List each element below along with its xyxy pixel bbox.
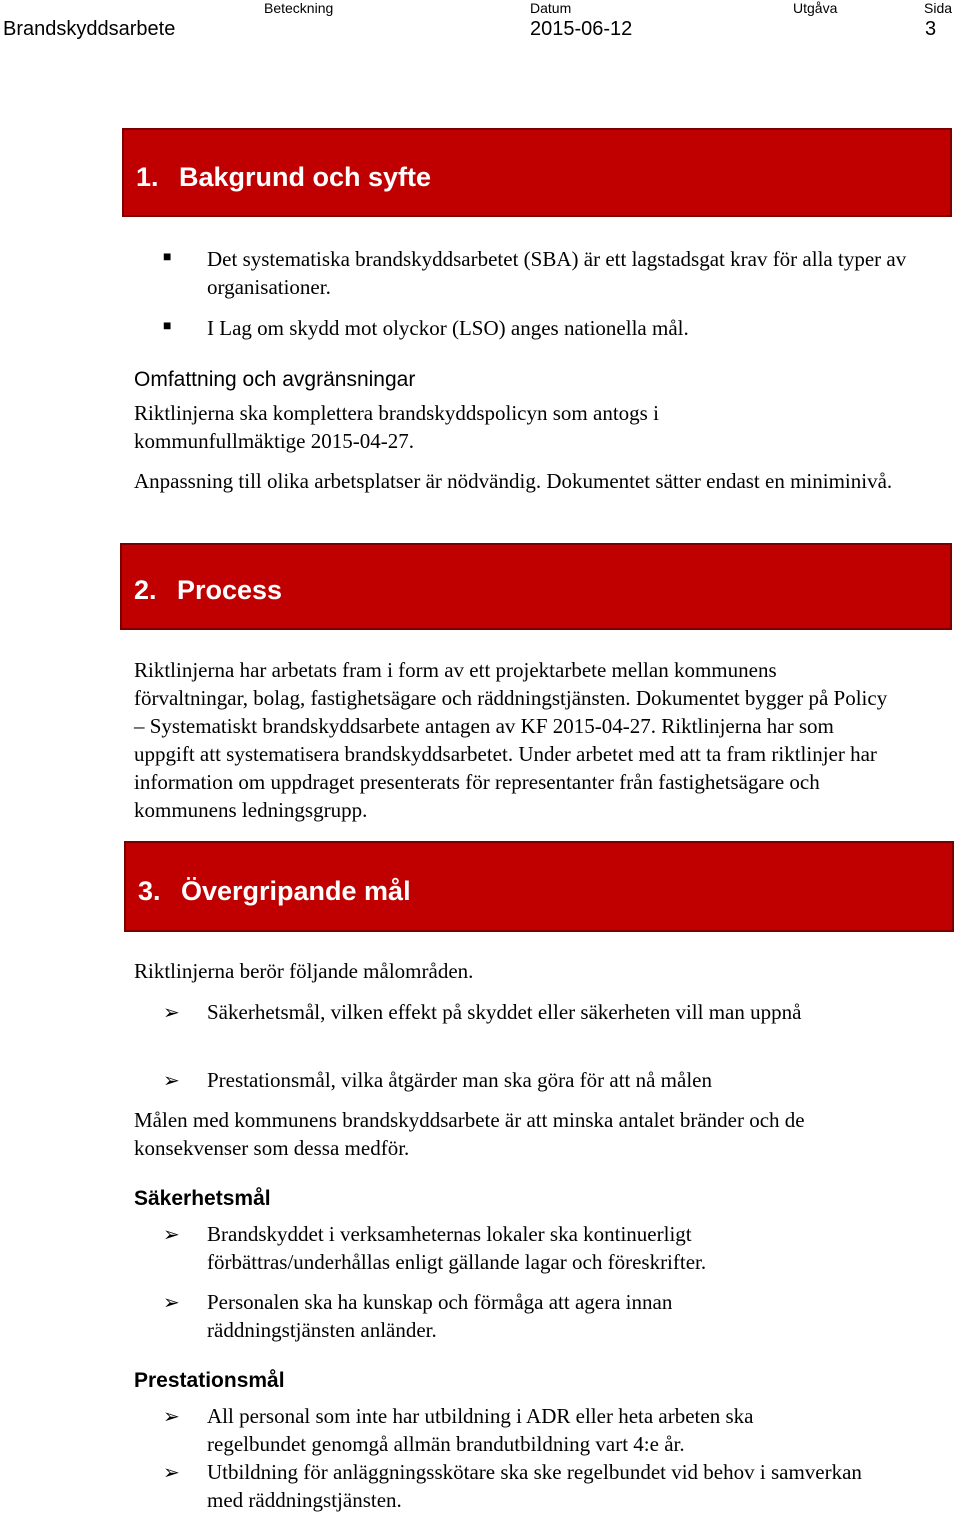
square-bullet-icon: ■ [163,250,172,265]
arrow-bullet-icon: ➢ [163,1290,180,1314]
section-2-heading [120,543,952,630]
arrow-bullet-icon: ➢ [163,1404,180,1428]
section-2-number: 2. [134,575,157,605]
list-item: Personalen ska ha kunskap och förmåga att agera innan räddningstjänsten anländer. [207,1290,673,1342]
section-1-number: 1. [136,162,159,192]
page-number: 3 [925,18,937,40]
arrow-bullet-icon: ➢ [163,1000,180,1024]
section-3-number: 3. [138,876,161,906]
list-item: Prestationsmål, vilka åtgärder man ska göra för att nå målen [207,1068,712,1092]
subheading-prestationsmal: Prestationsmål [134,1369,285,1392]
document-header [0,0,960,48]
arrow-bullet-icon: ➢ [163,1222,180,1246]
list-item: Säkerhetsmål, vilken effekt på skyddet eller säkerheten vill man uppnå [207,1000,802,1024]
paragraph: Anpassning till olika arbetsplatser är nödvändig. Dokumentet sätter endast en miniminivå. [134,469,893,493]
section-2-title: Process [177,575,283,605]
section-3-title: Övergripande mål [181,876,411,906]
utgava-label: Utgåva [793,0,838,16]
datum-value: 2015-06-12 [530,18,633,40]
paragraph: Riktlinjerna har arbetats fram i form av ett projektarbete mellan kommunens förvaltningar, bolag, fastighetsägare och räddningstjänsten. Dokumentet bygger på Policy – Systematiskt brandskyddsarbete antagen av KF 2015-04-27. Riktlinjerna har som uppgift att systematisera brandskyddsarbetet. Under arbetet med att ta fram riktlinjer har information om uppdraget presenterats för representanter från fastighetsägare och kommunens ledningsgrupp. [134,658,888,822]
list-item: I Lag om skydd mot olyckor (LSO) anges nationella mål. [207,316,689,340]
arrow-bullet-icon: ➢ [163,1068,180,1092]
paragraph: Riktlinjerna berör följande målområden. [134,959,474,983]
subheading-omfattning: Omfattning och avgränsningar [134,368,416,391]
list-item: Utbildning för anläggningsskötare ska ske regelbundet vid behov i samverkan med räddningstjänsten. [207,1460,862,1512]
list-item: All personal som inte har utbildning i ADR eller heta arbeten ska regelbundet genomgå allmän brandutbildning vart 4:e år. [207,1404,754,1456]
section-3-heading [124,841,954,932]
section-1-title: Bakgrund och syfte [179,162,432,192]
subheading-sakerhetsmal: Säkerhetsmål [134,1187,271,1210]
document-title: Brandskyddsarbete [3,18,176,40]
arrow-bullet-icon: ➢ [163,1460,180,1484]
list-item: Brandskyddet i verksamheternas lokaler ska kontinuerligt förbättras/underhållas enligt gällande lagar och föreskrifter. [207,1222,707,1274]
list-item: Det systematiska brandskyddsarbetet (SBA) är ett lagstadsgat krav för alla typer av organisationer. [207,247,907,299]
paragraph: Riktlinjerna ska komplettera brandskyddspolicyn som antogs i kommunfullmäktige 2015-04-27. [134,401,659,453]
sida-label: Sida [924,0,953,16]
section-1-heading [122,128,952,217]
beteckning-label: Beteckning [264,0,334,16]
datum-label: Datum [530,0,572,16]
paragraph: Målen med kommunens brandskyddsarbete är att minska antalet bränder och de konsekvenser som dessa medför. [134,1108,805,1160]
square-bullet-icon: ■ [163,319,172,334]
